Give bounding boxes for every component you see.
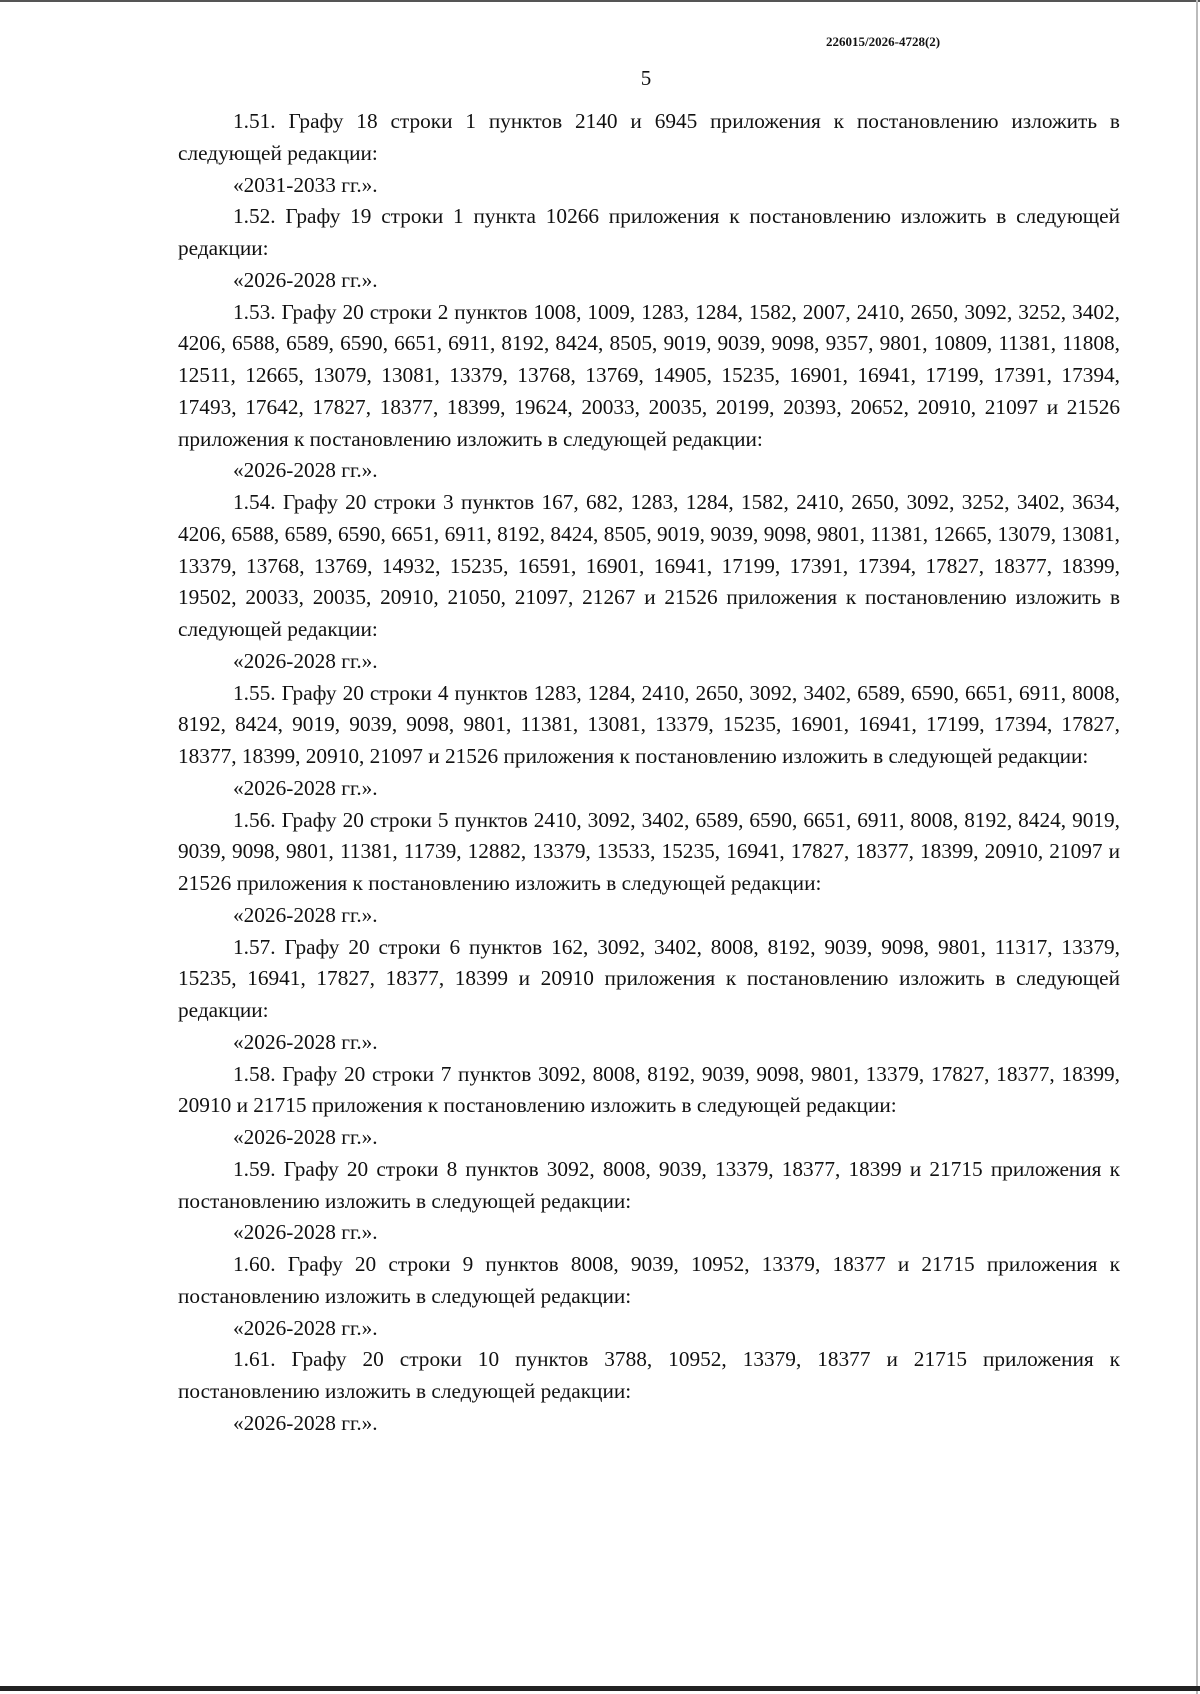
paragraph-1-51: 1.51. Графу 18 строки 1 пунктов 2140 и 6945 приложения к постановлению изложить в следующей редакции: [178, 109, 1120, 165]
paragraph-1-61: 1.61. Графу 20 строки 10 пунктов 3788, 10952, 13379, 18377 и 21715 приложения к постановлению изложить в следующей редакции: [178, 1347, 1120, 1403]
paragraph-1-56: 1.56. Графу 20 строки 5 пунктов 2410, 3092, 3402, 6589, 6590, 6651, 6911, 8008, 8192, 8424, 9019, 9039, 9098, 9801, 11381, 11739, 12882, 13379, 13533, 15235, 16941, 17827, 18377, 18399, 20910, 21097 и 21526 приложения к постановлению изложить в следующей редакции: [178, 807, 1120, 895]
quote-1-58: «2026-2028 гг.». [233, 1125, 378, 1149]
page-number: 5 [640, 66, 652, 90]
paragraph-1-53: 1.53. Графу 20 строки 2 пунктов 1008, 1009, 1283, 1284, 1582, 2007, 2410, 2650, 3092, 3252, 3402, 4206, 6588, 6589, 6590, 6651, 6911, 8192, 8424, 8505, 9019, 9039, 9098, 9357, 9801, 10809, 11381, 11808, 12511, 12665, 13079, 13081, 13379, 13768, 13769, 14905, 15235, 16901, 16941, 17199, 17391, 17394, 17493, 17642, 17827, 18377, 18399, 19624, 20033, 20035, 20199, 20393, 20652, 20910, 21097 и 21526 приложения к постановлению изложить в следующей редакции: [178, 299, 1120, 451]
paragraph-1-55: 1.55. Графу 20 строки 4 пунктов 1283, 1284, 2410, 2650, 3092, 3402, 6589, 6590, 6651, 6911, 8008, 8192, 8424, 9019, 9039, 9098, 9801, 11381, 13081, 13379, 15235, 16901, 16941, 17199, 17394, 17827, 18377, 18399, 20910, 21097 и 21526 приложения к постановлению изложить в следующей редакции: [178, 680, 1120, 768]
paragraph-1-58: 1.58. Графу 20 строки 7 пунктов 3092, 8008, 8192, 9039, 9098, 9801, 13379, 17827, 18377, 18399, 20910 и 21715 приложения к постановлению изложить в следующей редакции: [178, 1061, 1120, 1118]
quote-1-52: «2026-2028 гг.». [233, 267, 378, 292]
quote-1-51: «2031-2033 гг.». [233, 172, 378, 197]
paragraph-1-59: 1.59. Графу 20 строки 8 пунктов 3092, 8008, 9039, 13379, 18377, 18399 и 21715 приложения к постановлению изложить в следующей редакции: [178, 1156, 1120, 1213]
paragraph-1-57: 1.57. Графу 20 строки 6 пунктов 162, 3092, 3402, 8008, 8192, 9039, 9098, 9801, 11317, 13379, 15235, 16941, 17827, 18377, 18399 и 20910 приложения к постановлению изложить в следующей редакции: [178, 934, 1120, 1022]
scan-border-top [0, 0, 1200, 2]
quote-1-55: «2026-2028 гг.». [233, 775, 378, 800]
quote-1-57: «2026-2028 гг.». [233, 1029, 378, 1054]
quote-1-60: «2026-2028 гг.». [233, 1315, 378, 1340]
scan-border-right [1196, 0, 1198, 1694]
document-number: 226015/2026-4728(2) [826, 34, 941, 49]
quote-1-56: «2026-2028 гг.». [233, 902, 378, 927]
quote-1-61: «2026-2028 гг.». [233, 1410, 378, 1435]
quote-1-59: «2026-2028 гг.». [233, 1220, 378, 1245]
paragraph-1-52: 1.52. Графу 19 строки 1 пункта 10266 приложения к постановлению изложить в следующей редакции: [178, 204, 1120, 260]
quote-1-54: «2026-2028 гг.». [233, 648, 378, 673]
quote-1-53: «2026-2028 гг.». [233, 458, 378, 483]
scan-border-bottom [0, 1686, 1200, 1691]
paragraph-1-54: 1.54. Графу 20 строки 3 пунктов 167, 682, 1283, 1284, 1582, 2410, 2650, 3092, 3252, 3402, 3634, 4206, 6588, 6589, 6590, 6651, 6911, 8192, 8424, 8505, 9019, 9039, 9098, 9801, 11381, 12665, 13079, 13081, 13379, 13768, 13769, 14932, 15235, 16591, 16901, 16941, 17199, 17391, 17394, 17827, 18377, 18399, 19502, 20033, 20035, 20910, 21050, 21097, 21267 и 21526 приложения к постановлению изложить в следующей редакции: [178, 490, 1120, 641]
paragraph-1-60: 1.60. Графу 20 строки 9 пунктов 8008, 9039, 10952, 13379, 18377 и 21715 приложения к постановлению изложить в следующей редакции: [178, 1252, 1120, 1308]
document-body [178, 106, 1120, 1440]
